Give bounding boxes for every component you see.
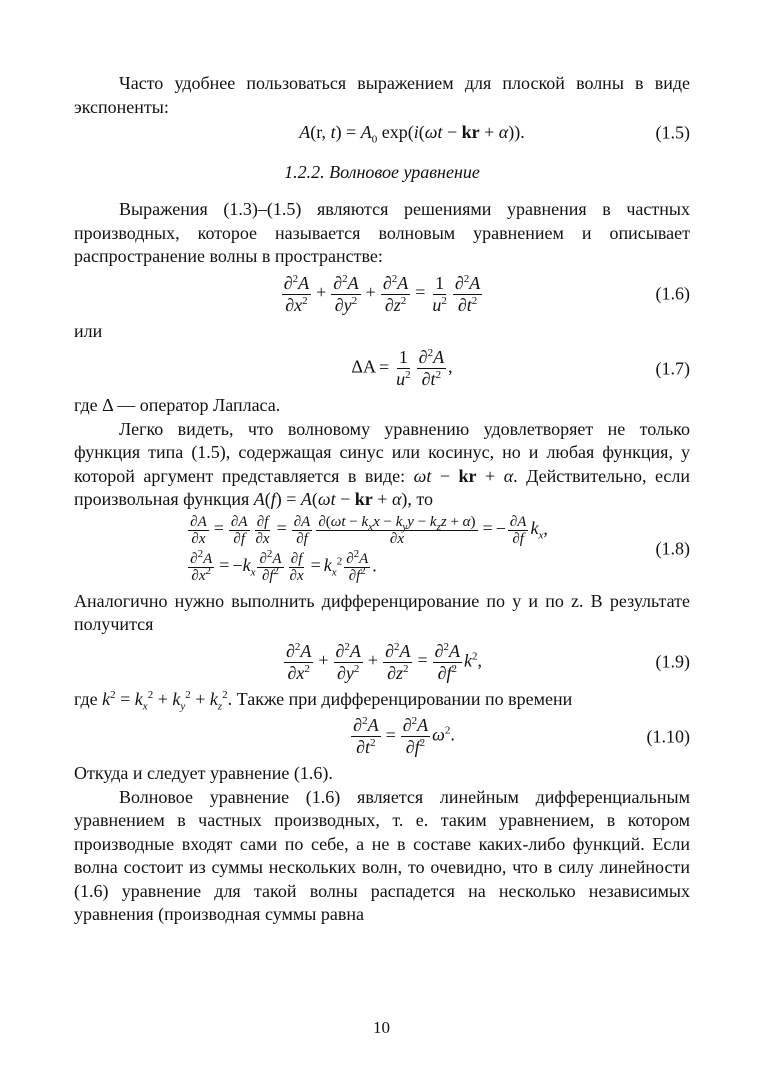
paragraph-3: Легко видеть, что волновому уравнению удовлетворяет не только функция типа (1.5), содержащая синус или косинус, но и любая функция, у которой аргумент представляется в виде: ωt − kr + α. Действительно, если произвольная функция A(f) = A(ωt − kr + α), то [74, 418, 691, 509]
page-number: 10 [373, 1018, 390, 1037]
paragraph-6: Откуда и следует уравнение (1.6). [74, 763, 333, 783]
equation-1-8: $\frac{\partial A}{\partial x}$ = $\frac{\partial A}{\partial f}$ $\frac{\partial f}{\partial x}$ = $\frac{\partial A}{\partial f}$ $\frac{\partial(\omega t - k_xx - k_yy - k_zz + \alpha)}{\partial x}$ = − $\frac{\partial A}{\partial f}$ $k_x$, $\frac{\partial^2A}{\partial x^2}$ = $-k_x$ $\frac{\partial^2A}{\partial f^2}$ $\frac{\partial f}{\partial x}$ = $k_x^2$ $\frac{\partial^2A}{\partial f^2}$ . (1.8) [190, 513, 690, 584]
equation-1-7: ΔA = $\frac{1}{u^2}$ $\frac{\partial^2A}{\partial t^2}$ , (1.7) [351, 347, 690, 389]
equation-number: (1.5) [655, 122, 690, 142]
paragraph-5: где $k^2 = k_x^2 + k_y^2 + k_z^2$. Также при дифференцировании по времени [74, 688, 573, 713]
paragraph-or: или [74, 320, 103, 341]
equation-1-9: $\frac{\partial^2A}{\partial x^2}$ + $\frac{\partial^2A}{\partial y^2}$ + $\frac{\partial^2A}{\partial z^2}$ = $\frac{\partial^2A}{\partial f^2}$ $k^2$, (1.9) [285, 640, 690, 683]
equation-1-5: A(r, $t) = A_0$ exp(i(ωt − kr + α)). (1.5) [299, 122, 690, 146]
equation-1-10: $\frac{\partial^2A}{\partial t^2}$ = $\frac{\partial^2A}{\partial f^2}$ $\omega^2$. (1.10) [353, 715, 690, 757]
equation-number: (1.6) [655, 283, 690, 304]
equation-number: (1.10) [646, 725, 690, 746]
paragraph-1: Часто удобнее пользоваться выражением для плоской волны в виде экспоненты: [74, 73, 690, 117]
equation-1-6: $\frac{\partial^2A}{\partial x^2}$ + $\frac{\partial^2A}{\partial y^2}$ + $\frac{\partial^2A}{\partial z^2}$ = $\frac{1}{u^2}$ $\frac{\partial^2A}{\partial t^2}$ (1.6) [283, 272, 690, 315]
equation-number: (1.9) [655, 651, 690, 672]
equation-number: (1.8) [655, 537, 690, 558]
paragraph-2: Выражения (1.3)–(1.5) являются решениями уравнения в частных производных, которое называется волновым уравнением и описывает распространение волны в пространстве: [74, 199, 690, 266]
page-body [74, 72, 690, 927]
section-heading: 1.2.2. Волновое уравнение [284, 161, 480, 182]
paragraph-7: Волновое уравнение (1.6) является линейным дифференциальным уравнением в частных производных, т. е. таким уравнением, в котором производные входят сами по себе, а не в составе каких-либо функций. Если волна состоит из суммы нескольких волн, то очевидно, что в силу линейности (1.6) уравнение для такой волны распадется на несколько независимых уравнения (производная суммы равна [74, 786, 690, 924]
equation-number: (1.7) [655, 357, 690, 378]
paragraph-laplace: где Δ — оператор Лапласа. [74, 395, 281, 415]
paragraph-4: Аналогично нужно выполнить дифференцирование по y и по z. В результате получится [74, 590, 690, 634]
